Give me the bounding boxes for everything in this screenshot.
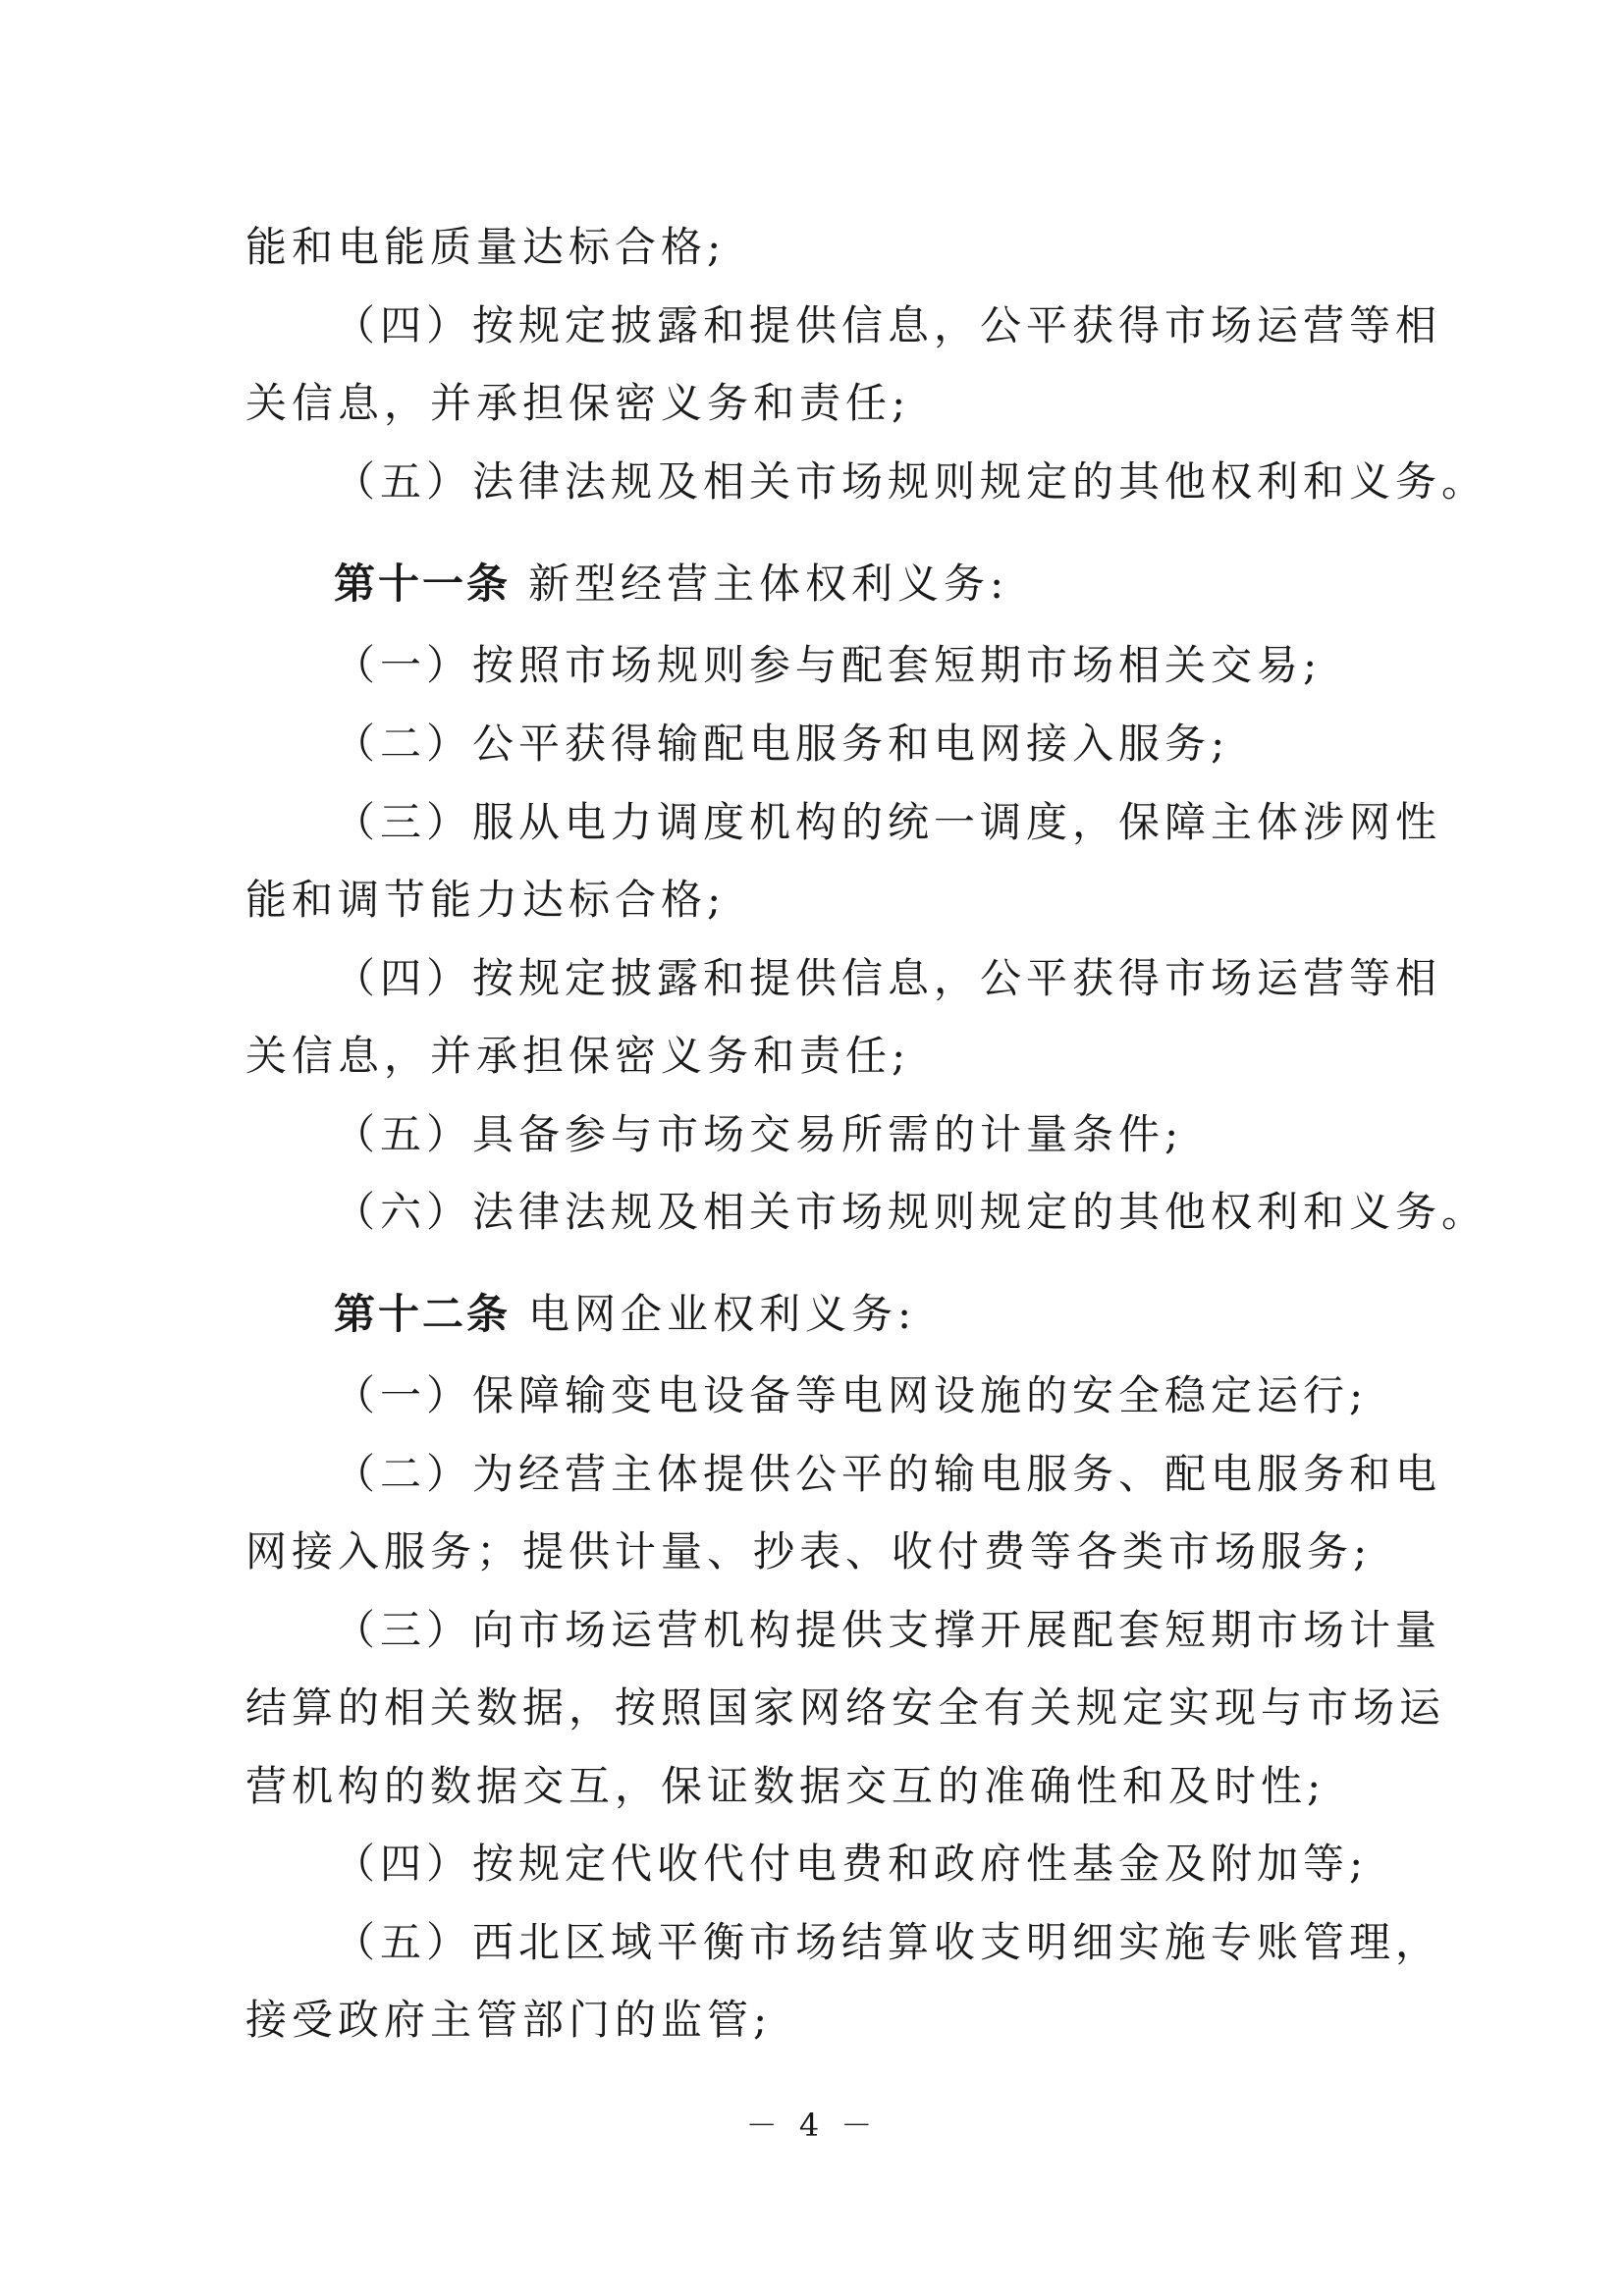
body-line: 结算的相关数据，按照国家网络安全有关规定实现与市场运 xyxy=(245,1683,1446,1732)
body-line: （五）具备参与市场交易所需的计量条件; xyxy=(334,1110,1184,1158)
body-line: （三）服从电力调度机构的统一调度，保障主体涉网性 xyxy=(334,798,1442,846)
body-line: （一）保障输变电设备等电网设施的安全稳定运行; xyxy=(334,1371,1369,1419)
body-line: （二）公平获得输配电服务和电网接入服务; xyxy=(334,720,1230,768)
body-line: （四）按规定代收代付电费和政府性基金及附加等; xyxy=(334,1840,1369,1888)
body-line: （六）法律法规及相关市场规则规定的其他权利和义务。 xyxy=(334,1188,1489,1236)
body-line: 关信息，并承担保密义务和责任; xyxy=(245,1032,911,1080)
body-line: 接受政府主管部门的监管; xyxy=(245,1996,773,2044)
article-12-heading: 第十二条 xyxy=(334,1290,512,1338)
body-line: （五）法律法规及相关市场规则规定的其他权利和义务。 xyxy=(334,457,1489,506)
body-line: 能和调节能力达标合格; xyxy=(245,876,727,924)
article-11-heading: 第十一条 xyxy=(334,560,512,608)
article-11-line xyxy=(334,555,1008,614)
page-number: － 4 － xyxy=(745,2107,879,2144)
body-line: （二）为经营主体提供公平的输电服务、配电服务和电 xyxy=(334,1450,1442,1498)
body-line: （三）向市场运营机构提供支撑开展配套短期市场计量 xyxy=(334,1606,1442,1654)
body-line: （四）按规定披露和提供信息，公平获得市场运营等相 xyxy=(334,954,1442,1002)
body-line: 能和电能质量达标合格; xyxy=(245,223,727,271)
article-11-title: 新型经营主体权利义务: xyxy=(528,560,1009,608)
article-12-title: 电网企业权利义务: xyxy=(528,1290,917,1338)
article-12-line xyxy=(334,1285,916,1344)
body-line: （一）按照市场规则参与配套短期市场相关交易; xyxy=(334,641,1323,689)
body-line: 营机构的数据交互，保证数据交互的准确性和及时性; xyxy=(245,1762,1326,1810)
body-line: （五）西北区域平衡市场结算收支明细实施专账管理， xyxy=(334,1918,1442,1966)
body-line: 网接入服务；提供计量、抄表、收付费等各类市场服务; xyxy=(245,1527,1373,1575)
body-line: （四）按规定披露和提供信息，公平获得市场运营等相 xyxy=(334,301,1442,349)
body-line: 关信息，并承担保密义务和责任; xyxy=(245,379,911,427)
